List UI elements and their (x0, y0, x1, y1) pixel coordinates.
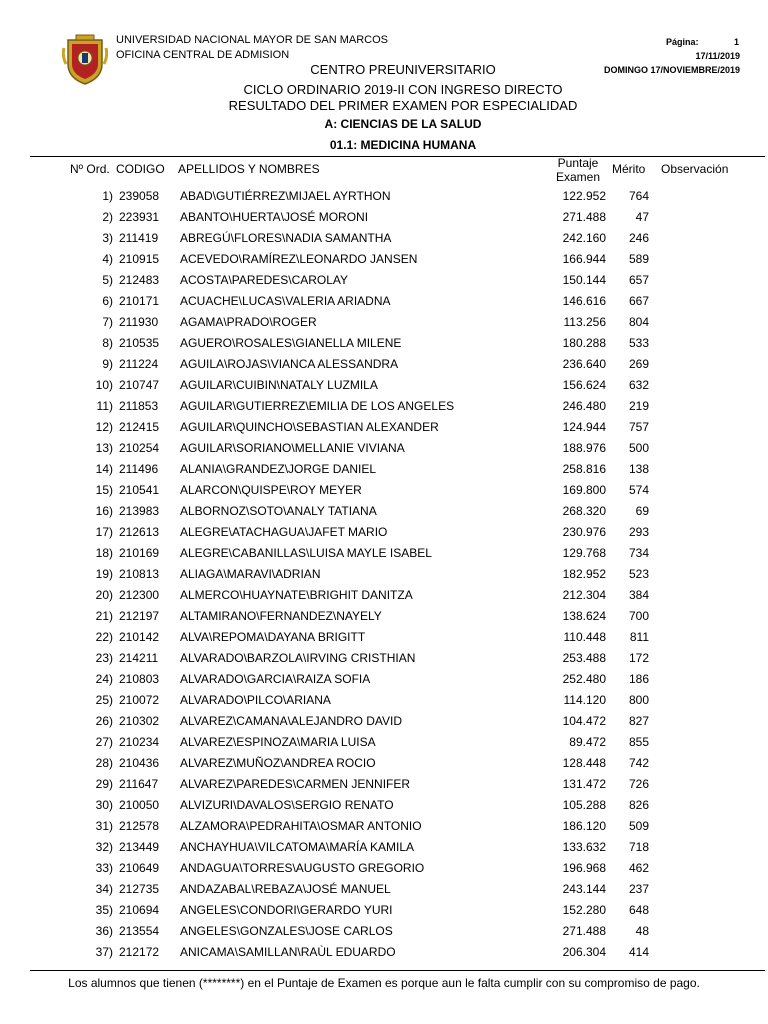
row-score: 114.120 (563, 693, 606, 707)
row-order: 21) (95, 609, 113, 623)
row-code: 210747 (119, 378, 160, 392)
row-score: 196.968 (562, 861, 606, 875)
table-row (0, 585, 768, 606)
row-merit: 500 (628, 441, 649, 455)
row-merit: 718 (628, 840, 649, 854)
row-order: 35) (95, 903, 113, 917)
row-order: 14) (95, 462, 113, 476)
row-name: ACEVEDO\RAMÍREZ\LEONARDO JANSEN (180, 252, 418, 266)
row-merit: 48 (635, 924, 649, 938)
row-score: 258.816 (562, 462, 606, 476)
row-score: 169.800 (562, 483, 606, 497)
table-row (0, 690, 768, 711)
table-row (0, 186, 768, 207)
row-code: 211224 (119, 357, 159, 371)
row-code: 212172 (119, 945, 160, 959)
specialty-title: 01.1: MEDICINA HUMANA (329, 138, 477, 152)
row-order: 12) (95, 420, 113, 434)
row-name: ABANTO\HUERTA\JOSÉ MORONI (180, 210, 369, 224)
page-label: Página: (666, 37, 699, 47)
table-row (0, 795, 768, 816)
area-title: A: CIENCIAS DE LA SALUD (324, 117, 482, 131)
row-score: 131.472 (562, 777, 606, 791)
center-name: CENTRO PREUNIVERSITARIO (310, 62, 496, 77)
row-order: 15) (95, 483, 113, 497)
row-code: 213554 (119, 924, 160, 938)
row-order: 13) (95, 441, 113, 455)
row-code: 212735 (119, 882, 160, 896)
table-row (0, 375, 768, 396)
row-code: 210813 (119, 567, 160, 581)
row-merit: 811 (629, 630, 649, 644)
col-header-score: Puntaje Examen (555, 156, 601, 184)
report-date-long: DOMINGO 17/NOVIEMBRE/2019 (603, 65, 740, 75)
table-row (0, 606, 768, 627)
table-row (0, 753, 768, 774)
row-code: 210171 (119, 294, 160, 308)
col-header-order: Nº Ord. (70, 162, 110, 176)
row-order: 31) (95, 819, 113, 833)
row-code: 211419 (119, 231, 159, 245)
row-code: 223931 (119, 210, 160, 224)
row-name: ALVIZURI\DAVALOS\SERGIO RENATO (180, 798, 394, 812)
col-header-observation: Observación (661, 162, 729, 176)
row-merit: 800 (628, 693, 649, 707)
row-order: 37) (95, 945, 113, 959)
table-row (0, 333, 768, 354)
table-row (0, 249, 768, 270)
table-row (0, 417, 768, 438)
row-name: ALEGRE\ATACHAGUA\JAFET MARIO (180, 525, 388, 539)
row-score: 152.280 (562, 903, 606, 917)
row-order: 20) (95, 588, 113, 602)
row-merit: 509 (628, 819, 649, 833)
office-name: OFICINA CENTRAL DE ADMISION (116, 49, 290, 61)
row-code: 211853 (119, 399, 159, 413)
row-merit: 269 (628, 357, 649, 371)
row-name: ALVAREZ\ESPINOZA\MARIA LUISA (180, 735, 376, 749)
row-code: 210302 (119, 714, 160, 728)
table-row (0, 207, 768, 228)
row-order: 36) (95, 924, 113, 938)
row-score: 180.288 (562, 336, 606, 350)
row-code: 212578 (119, 819, 160, 833)
row-order: 11) (96, 399, 113, 413)
row-merit: 138 (628, 462, 649, 476)
row-merit: 726 (628, 777, 649, 791)
row-code: 212197 (119, 609, 160, 623)
row-order: 34) (95, 882, 113, 896)
row-code: 211647 (119, 777, 159, 791)
row-order: 28) (95, 756, 113, 770)
footer-divider (30, 970, 765, 971)
row-merit: 237 (628, 882, 649, 896)
report-date: 17/11/2019 (695, 51, 740, 61)
row-name: ALTAMIRANO\FERNANDEZ\NAYELY (180, 609, 382, 623)
table-row (0, 270, 768, 291)
row-code: 212613 (119, 525, 160, 539)
row-score: 230.976 (562, 525, 606, 539)
row-score: 124.944 (562, 420, 606, 434)
row-merit: 589 (628, 252, 649, 266)
header-divider (30, 156, 765, 157)
table-row (0, 354, 768, 375)
row-code: 212415 (119, 420, 160, 434)
table-row (0, 228, 768, 249)
row-name: ACOSTA\PAREDES\CAROLAY (180, 273, 349, 287)
row-order: 25) (95, 693, 113, 707)
row-code: 210142 (119, 630, 160, 644)
row-name: ALARCON\QUISPE\ROY MEYER (180, 483, 362, 497)
row-name: ALMERCO\HUAYNATE\BRIGHIT DANITZA (180, 588, 413, 602)
row-merit: 700 (628, 609, 649, 623)
row-code: 210234 (119, 735, 160, 749)
row-code: 212300 (119, 588, 160, 602)
table-row (0, 858, 768, 879)
row-name: AGAMA\PRADO\ROGER (180, 315, 317, 329)
row-merit: 414 (628, 945, 649, 959)
row-name: AGUILA\ROJAS\VIANCA ALESSANDRA (180, 357, 399, 371)
table-row (0, 711, 768, 732)
row-merit: 826 (628, 798, 649, 812)
table-row (0, 942, 768, 963)
cycle-title: CICLO ORDINARIO 2019-II CON INGRESO DIRECTO (243, 82, 563, 97)
row-order: 1) (102, 189, 113, 203)
table-row (0, 543, 768, 564)
row-order: 9) (102, 357, 113, 371)
row-name: ALVARADO\BARZOLA\IRVING CRISTHIAN (180, 651, 416, 665)
row-score: 89.472 (569, 735, 606, 749)
row-score: 138.624 (562, 609, 606, 623)
row-name: ABREGÚ\FLORES\NADIA SAMANTHA (180, 231, 392, 245)
row-name: AGUILAR\CUIBIN\NATALY LUZMILA (180, 378, 378, 392)
row-merit: 657 (628, 273, 649, 287)
row-merit: 523 (628, 567, 649, 581)
university-seal-logo (62, 34, 108, 86)
row-merit: 219 (628, 399, 649, 413)
row-score: 242.160 (562, 231, 606, 245)
table-row (0, 438, 768, 459)
row-order: 19) (95, 567, 113, 581)
row-name: ALVAREZ\PAREDES\CARMEN JENNIFER (180, 777, 411, 791)
row-merit: 186 (628, 672, 649, 686)
row-merit: 667 (628, 294, 649, 308)
row-order: 32) (95, 840, 113, 854)
row-score: 110.448 (563, 630, 606, 644)
row-code: 213449 (119, 840, 160, 854)
col-header-code: CODIGO (116, 162, 165, 176)
row-order: 30) (95, 798, 113, 812)
row-code: 210254 (119, 441, 160, 455)
row-code: 211930 (119, 315, 159, 329)
table-row (0, 396, 768, 417)
row-score: 186.120 (562, 819, 606, 833)
row-code: 210169 (119, 546, 160, 560)
row-order: 16) (95, 504, 113, 518)
row-name: ALEGRE\CABANILLAS\LUISA MAYLE ISABEL (180, 546, 432, 560)
footer-note: Los alumnos que tienen (********) en el Puntaje de Examen es porque aun le falta cumplir con su compromiso de pago. (68, 976, 700, 990)
row-name: ALVARADO\PILCO\ARIANA (180, 693, 331, 707)
table-row (0, 669, 768, 690)
row-order: 10) (95, 378, 113, 392)
row-order: 33) (95, 861, 113, 875)
table-row (0, 900, 768, 921)
row-merit: 574 (628, 483, 649, 497)
row-score: 243.144 (562, 882, 606, 896)
row-code: 213983 (119, 504, 160, 518)
table-row (0, 522, 768, 543)
row-score: 133.632 (562, 840, 606, 854)
row-merit: 764 (628, 189, 649, 203)
row-name: ABAD\GUTIÉRREZ\MIJAEL AYRTHON (180, 189, 391, 203)
results-table (0, 186, 768, 963)
row-score: 268.320 (562, 504, 606, 518)
row-order: 24) (95, 672, 113, 686)
row-score: 129.768 (562, 546, 606, 560)
row-merit: 804 (628, 315, 649, 329)
row-code: 210541 (119, 483, 160, 497)
table-row (0, 837, 768, 858)
col-header-merit: Mérito (612, 162, 646, 176)
row-score: 188.976 (562, 441, 606, 455)
table-row (0, 312, 768, 333)
row-order: 5) (102, 273, 113, 287)
row-score: 105.288 (562, 798, 606, 812)
row-score: 166.944 (562, 252, 606, 266)
row-score: 271.488 (562, 210, 606, 224)
row-score: 246.480 (562, 399, 606, 413)
row-name: ANICAMA\SAMILLAN\RAÙL EDUARDO (180, 945, 396, 959)
row-name: ALVA\REPOMA\DAYANA BRIGITT (180, 630, 366, 644)
row-name: AGUERO\ROSALES\GIANELLA MILENE (180, 336, 402, 350)
row-score: 150.144 (562, 273, 606, 287)
table-row (0, 627, 768, 648)
row-score: 206.304 (562, 945, 606, 959)
row-code: 212483 (119, 273, 160, 287)
table-row (0, 879, 768, 900)
row-code: 210436 (119, 756, 160, 770)
row-name: ALBORNOZ\SOTO\ANALY TATIANA (180, 504, 377, 518)
row-name: ALVAREZ\MUÑOZ\ANDREA ROCIO (180, 756, 376, 770)
table-row (0, 648, 768, 669)
col-header-names: APELLIDOS Y NOMBRES (178, 162, 320, 176)
row-name: ANGELES\CONDORI\GERARDO YURI (180, 903, 393, 917)
row-score: 104.472 (562, 714, 606, 728)
row-name: ALIAGA\MARAVI\ADRIAN (180, 567, 321, 581)
row-score: 253.488 (562, 651, 606, 665)
row-name: AGUILAR\GUTIERREZ\EMILIA DE LOS ANGELES (180, 399, 455, 413)
row-merit: 462 (628, 861, 649, 875)
row-name: ANDAGUA\TORRES\AUGUSTO GREGORIO (180, 861, 425, 875)
row-score: 182.952 (562, 567, 606, 581)
row-name: AGUILAR\QUINCHO\SEBASTIAN ALEXANDER (180, 420, 439, 434)
row-name: ALANIA\GRANDEZ\JORGE DANIEL (180, 462, 377, 476)
row-order: 2) (102, 210, 113, 224)
row-merit: 47 (635, 210, 649, 224)
row-code: 210649 (119, 861, 160, 875)
row-merit: 757 (628, 420, 649, 434)
row-name: ALZAMORA\PEDRAHITA\OSMAR ANTONIO (180, 819, 422, 833)
row-merit: 632 (628, 378, 649, 392)
row-name: AGUILAR\SORIANO\MELLANIE VIVIANA (180, 441, 405, 455)
row-score: 212.304 (562, 588, 606, 602)
row-code: 210803 (119, 672, 160, 686)
page-number: 1 (734, 37, 740, 47)
row-name: ANCHAYHUA\VILCATOMA\MARÍA KAMILA (180, 840, 415, 854)
row-order: 18) (95, 546, 113, 560)
row-merit: 384 (628, 588, 649, 602)
row-order: 3) (102, 231, 113, 245)
row-score: 252.480 (562, 672, 606, 686)
row-merit: 648 (628, 903, 649, 917)
row-code: 211496 (119, 462, 159, 476)
row-merit: 293 (628, 525, 649, 539)
row-name: ALVAREZ\CAMANA\ALEJANDRO DAVID (180, 714, 403, 728)
table-row (0, 459, 768, 480)
row-merit: 742 (628, 756, 649, 770)
row-name: ALVARADO\GARCIA\RAIZA SOFIA (180, 672, 371, 686)
row-score: 113.256 (563, 315, 606, 329)
university-name: UNIVERSIDAD NACIONAL MAYOR DE SAN MARCOS (116, 34, 388, 46)
row-order: 22) (95, 630, 113, 644)
row-order: 7) (102, 315, 113, 329)
row-merit: 827 (628, 714, 649, 728)
row-score: 146.616 (562, 294, 606, 308)
table-row (0, 501, 768, 522)
row-score: 236.640 (562, 357, 606, 371)
row-order: 8) (102, 336, 113, 350)
row-order: 23) (95, 651, 113, 665)
row-name: ACUACHE\LUCAS\VALERIA ARIADNA (180, 294, 391, 308)
row-code: 210050 (119, 798, 160, 812)
row-order: 27) (95, 735, 113, 749)
row-code: 210535 (119, 336, 160, 350)
row-merit: 533 (628, 336, 649, 350)
row-score: 122.952 (562, 189, 606, 203)
row-order: 17) (95, 525, 113, 539)
row-score: 271.488 (562, 924, 606, 938)
row-score: 128.448 (562, 756, 606, 770)
row-order: 6) (102, 294, 113, 308)
row-code: 239058 (119, 189, 160, 203)
table-row (0, 291, 768, 312)
result-title: RESULTADO DEL PRIMER EXAMEN POR ESPECIALIDAD (228, 98, 578, 113)
row-merit: 855 (628, 735, 649, 749)
row-code: 210072 (119, 693, 160, 707)
row-code: 214211 (119, 651, 159, 665)
table-row (0, 816, 768, 837)
table-row (0, 921, 768, 942)
row-order: 29) (95, 777, 113, 791)
row-name: ANGELES\GONZALES\JOSE CARLOS (180, 924, 393, 938)
row-code: 210694 (119, 903, 160, 917)
row-order: 26) (95, 714, 113, 728)
table-row (0, 480, 768, 501)
row-score: 156.624 (562, 378, 606, 392)
table-row (0, 732, 768, 753)
row-merit: 172 (628, 651, 649, 665)
row-merit: 246 (628, 231, 649, 245)
table-row (0, 564, 768, 585)
row-merit: 734 (628, 546, 649, 560)
row-order: 4) (102, 252, 113, 266)
row-code: 210915 (119, 252, 160, 266)
table-row (0, 774, 768, 795)
row-merit: 69 (635, 504, 649, 518)
row-name: ANDAZABAL\REBAZA\JOSÉ MANUEL (180, 882, 391, 896)
